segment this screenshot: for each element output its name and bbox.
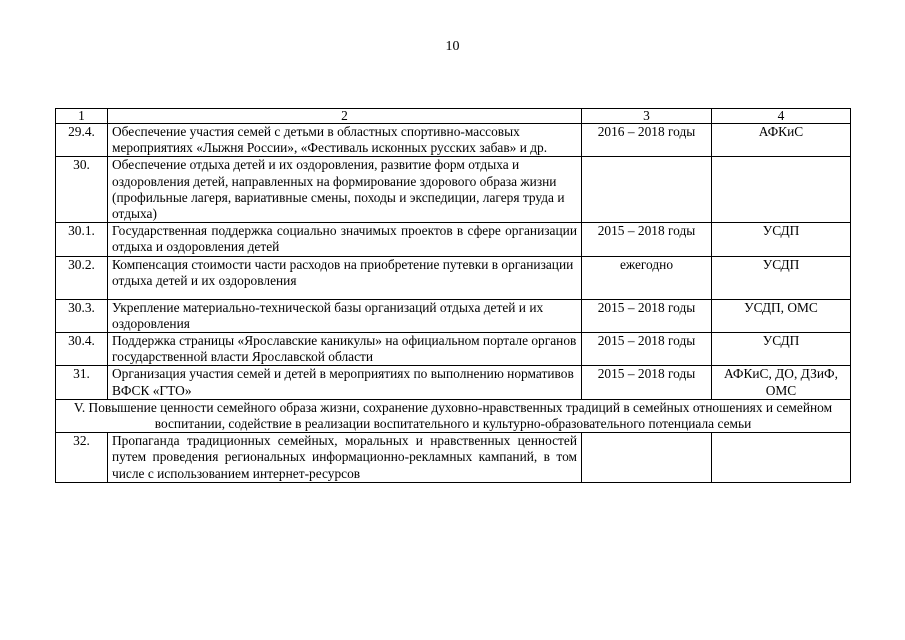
row-description: Пропаганда традиционных семейных, моральных и нравственных ценностей путем проведения региональных информационно-рекламных кампаний, в том числе с использованием интернет-ресурсов <box>108 433 582 483</box>
row-period: ежегодно <box>582 256 712 299</box>
row-number: 30. <box>56 157 108 223</box>
row-responsible: УСДП <box>712 256 851 299</box>
header-cell-description: 2 <box>108 109 582 124</box>
header-cell-responsible: 4 <box>712 109 851 124</box>
row-number: 30.4. <box>56 333 108 366</box>
row-responsible: АФКиС, ДО, ДЗиФ, ОМС <box>712 366 851 399</box>
table-row <box>56 256 851 299</box>
row-description: Компенсация стоимости части расходов на приобретение путевки в организации отдыха детей и их оздоровления <box>108 256 582 299</box>
row-period: 2015 – 2018 годы <box>582 366 712 399</box>
row-number: 31. <box>56 366 108 399</box>
row-period: 2015 – 2018 годы <box>582 223 712 256</box>
row-responsible <box>712 433 851 483</box>
table-header-row <box>56 109 851 124</box>
row-description: Государственная поддержка социально значимых проектов в сфере организации отдыха и оздоровления детей <box>108 223 582 256</box>
row-period: 2015 – 2018 годы <box>582 299 712 332</box>
row-period: 2016 – 2018 годы <box>582 124 712 157</box>
table-row <box>56 366 851 399</box>
row-responsible: УСДП <box>712 223 851 256</box>
row-description: Укрепление материально-технической базы организаций отдыха детей и их оздоровления <box>108 299 582 332</box>
row-responsible: УСДП <box>712 333 851 366</box>
row-number: 32. <box>56 433 108 483</box>
table-row <box>56 433 851 483</box>
row-number: 30.2. <box>56 256 108 299</box>
row-responsible <box>712 157 851 223</box>
row-description: Обеспечение участия семей с детьми в областных спортивно-массовых мероприятиях «Лыжня России», «Фестиваль исконных русских забав» и др. <box>108 124 582 157</box>
row-number: 30.3. <box>56 299 108 332</box>
table-row <box>56 333 851 366</box>
table-row <box>56 299 851 332</box>
header-cell-number: 1 <box>56 109 108 124</box>
row-number: 30.1. <box>56 223 108 256</box>
row-period <box>582 433 712 483</box>
row-number: 29.4. <box>56 124 108 157</box>
row-responsible: АФКиС <box>712 124 851 157</box>
section-row <box>56 399 851 432</box>
table-row <box>56 157 851 223</box>
row-description: Организация участия семей и детей в мероприятиях по выполнению нормативов ВФСК «ГТО» <box>108 366 582 399</box>
page-number: 10 <box>445 39 460 54</box>
table-row <box>56 124 851 157</box>
row-description: Обеспечение отдыха детей и их оздоровления, развитие форм отдыха и оздоровления детей, направленных на формирование здорового образа жизни (профильные лагеря, вариативные смены, походы и экспедиции, лагеря труда и отдыха) <box>108 157 582 223</box>
row-period <box>582 157 712 223</box>
header-cell-period: 3 <box>582 109 712 124</box>
section-title: V. Повышение ценности семейного образа жизни, сохранение духовно-нравственных традиций в семейных отношениях и семейном воспитании, содействие в реализации воспитательного и культурно-образовательного потенциала семьи <box>56 399 851 432</box>
measures-table <box>55 108 851 483</box>
row-description: Поддержка страницы «Ярославские каникулы» на официальном портале органов государственной власти Ярославской области <box>108 333 582 366</box>
table-row <box>56 223 851 256</box>
row-period: 2015 – 2018 годы <box>582 333 712 366</box>
row-responsible: УСДП, ОМС <box>712 299 851 332</box>
